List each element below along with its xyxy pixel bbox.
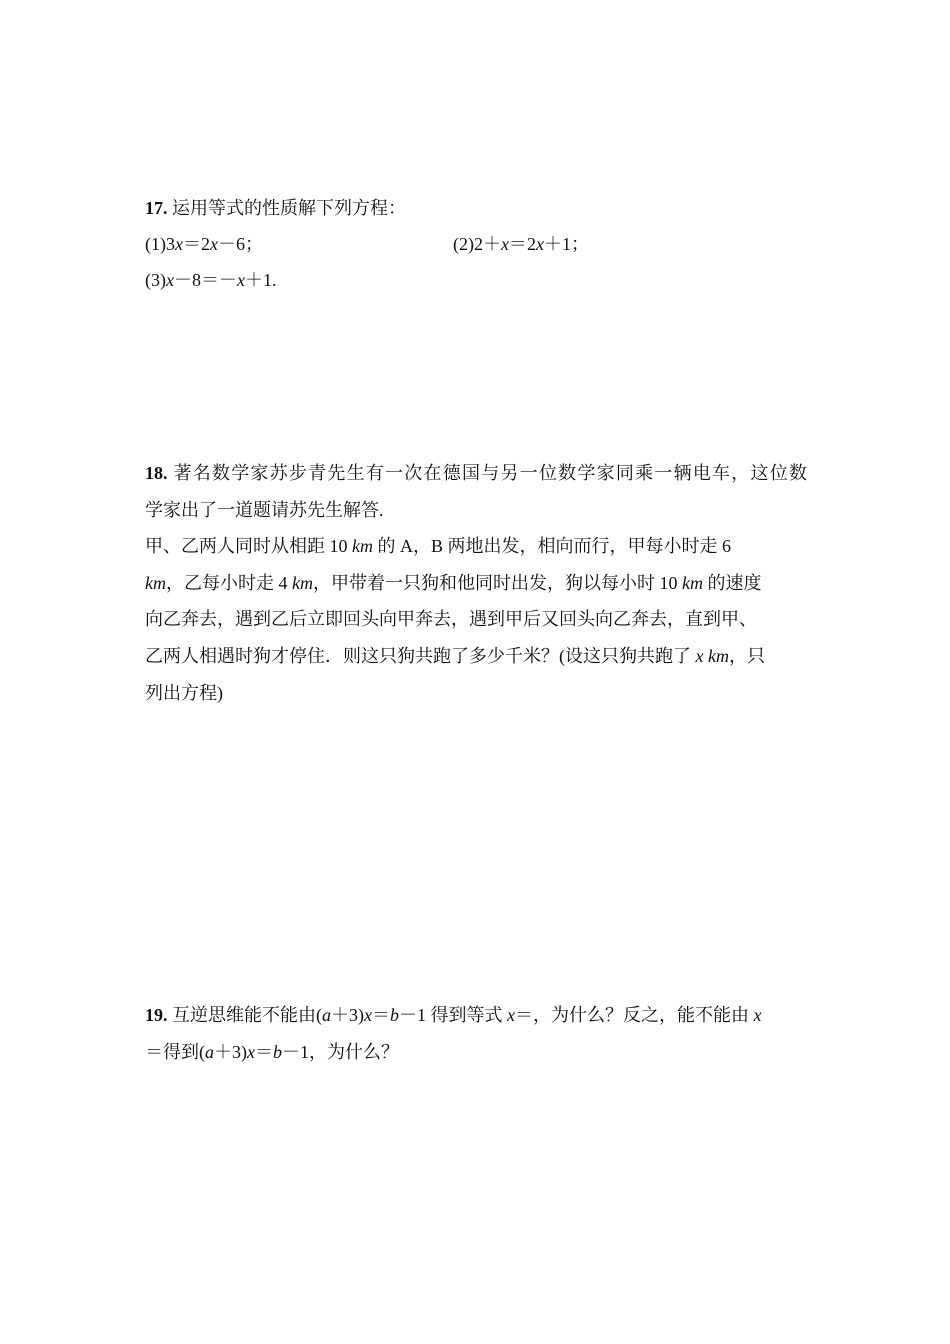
q19-line2: ＝得到(a＋3)x＝b－1，为什么？ xyxy=(145,1042,399,1062)
q19-line1: 19. 互逆思维能不能由(a＋3)x＝b－1 得到等式 x＝，为什么？反之，能不能由 x xyxy=(145,1005,762,1025)
q17-part2: (2)2＋x＝2x＋1； xyxy=(453,234,589,254)
q18-line3: 甲、乙两人同时从相距 10 km 的 A，B 两地出发，相向而行，甲每小时走 6 xyxy=(145,536,732,556)
q18-line1 xyxy=(145,461,807,485)
q18-line6: 乙两人相遇时狗才停住．则这只狗共跑了多少千米？(设这只狗共跑了 x km，只 xyxy=(145,646,765,666)
q18-line2: 学家出了一道题请苏先生解答. xyxy=(145,500,384,520)
q17-parts-row1 xyxy=(145,232,807,256)
q18-line5: 向乙奔去，遇到乙后立即回头向甲奔去，遇到甲后又回头向乙奔去，直到甲、 xyxy=(145,609,757,629)
q18-number: 18. xyxy=(145,463,168,483)
q18-line7: 列出方程) xyxy=(145,683,223,703)
q17-part1: (1)3x＝2x－6； xyxy=(145,234,263,254)
q17-part3: (3)x－8＝－x＋1. xyxy=(145,270,277,290)
q19-number: 19. xyxy=(145,1005,168,1025)
q17-stem xyxy=(145,196,406,220)
q17-stem-text: 运用等式的性质解下列方程： xyxy=(172,198,406,218)
q18-line1-text: 著名数学家苏步青先生有一次在德国与另一位数学家同乘一辆电车，这位数 xyxy=(173,463,807,483)
q17-number: 17. xyxy=(145,198,168,218)
q18-line4: km，乙每小时走 4 km，甲带着一只狗和他同时出发，狗以每小时 10 km 的速度 xyxy=(145,573,762,593)
